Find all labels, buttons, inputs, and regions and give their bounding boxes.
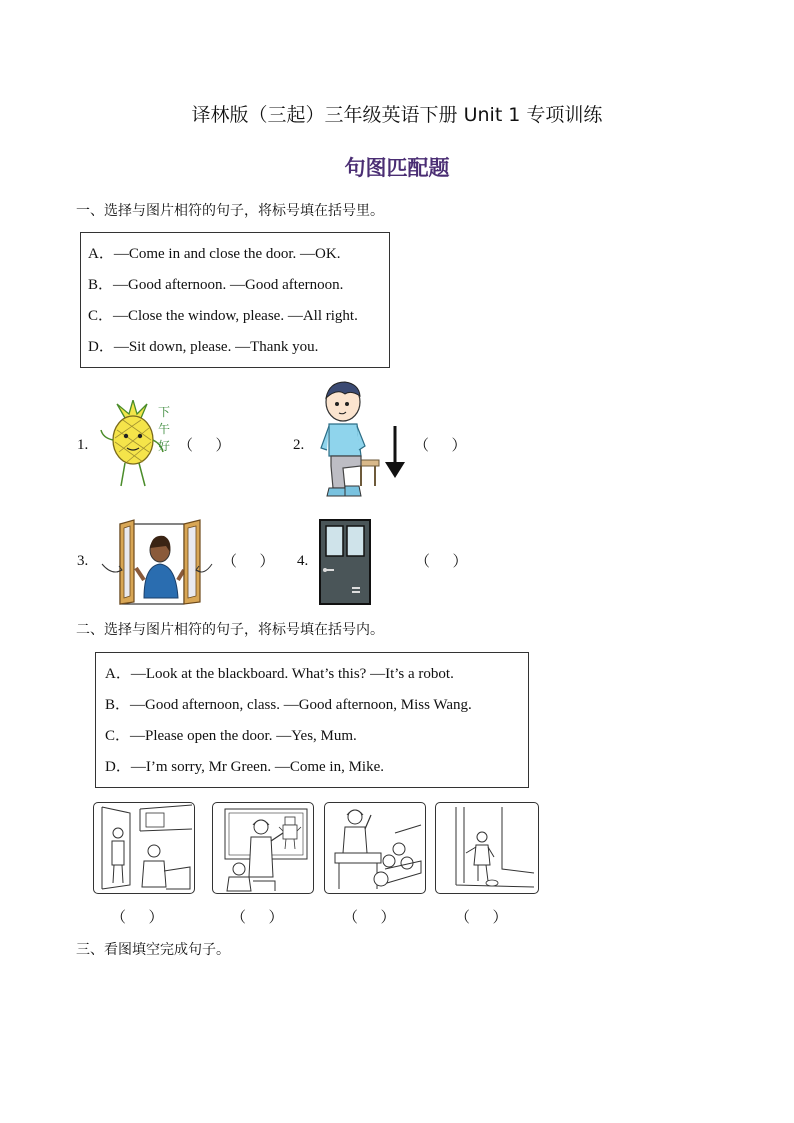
item4-number: 4. — [297, 553, 309, 569]
page-title: 译林版（三起）三年级英语下册 Unit 1 专项训练 — [191, 104, 603, 126]
section1-option-a: A．—Come in and close the door. —OK. — [88, 246, 341, 262]
scene1-frame — [93, 802, 195, 894]
item1-answer-paren[interactable]: （ ） — [178, 438, 231, 454]
class-greeting-scene — [325, 803, 425, 893]
section2-option-b: B．—Good afternoon, class. —Good afternoon, Miss Wang. — [105, 697, 472, 713]
item2-answer-paren[interactable]: （ ） — [414, 438, 467, 454]
item1-number: 1. — [77, 437, 89, 453]
sign-char-1: 下 — [157, 405, 170, 419]
section1-option-b: B．—Good afternoon. —Good afternoon. — [88, 277, 344, 293]
item4-answer-paren[interactable]: （ ） — [415, 554, 468, 570]
section1-heading: 一、选择与图片相符的句子，将标号填在括号里。 — [76, 203, 384, 219]
scene4-frame — [435, 802, 539, 894]
sign-char-2: 午 — [157, 422, 170, 436]
section2-option-a: A．—Look at the blackboard. What’s this? —It’s a robot. — [105, 666, 454, 682]
pineapple-sign — [156, 404, 172, 455]
scene1-answer-paren[interactable]: （ ） — [111, 910, 164, 926]
section1-options-box — [80, 232, 390, 368]
late-student-scene — [94, 803, 194, 893]
section3-heading: 三、看图填空完成句子。 — [76, 942, 230, 958]
section2-option-c: C．—Please open the door. —Yes, Mum. — [105, 728, 357, 744]
door-illustration — [318, 518, 372, 606]
open-door-scene — [436, 803, 538, 893]
section1-option-c: C．—Close the window, please. —All right. — [88, 308, 358, 324]
blackboard-scene — [213, 803, 313, 893]
boy-sitting-illustration — [315, 378, 415, 506]
item3-answer-paren[interactable]: （ ） — [222, 554, 275, 570]
item2-number: 2. — [293, 437, 305, 453]
window-woman-illustration — [92, 518, 216, 606]
scene2-answer-paren[interactable]: （ ） — [231, 910, 284, 926]
sign-char-3: 好 — [157, 439, 170, 453]
section2-heading: 二、选择与图片相符的句子，将标号填在括号内。 — [76, 622, 384, 638]
scene3-frame — [324, 802, 426, 894]
item3-number: 3. — [77, 553, 89, 569]
scene2-frame — [212, 802, 314, 894]
section2-options-box — [95, 652, 529, 788]
section1-option-d: D．—Sit down, please. —Thank you. — [88, 339, 319, 355]
section2-option-d: D．—I’m sorry, Mr Green. —Come in, Mike. — [105, 759, 384, 775]
scene3-answer-paren[interactable]: （ ） — [343, 910, 396, 926]
scene4-answer-paren[interactable]: （ ） — [455, 910, 508, 926]
page-subtitle: 句图匹配题 — [344, 155, 450, 180]
